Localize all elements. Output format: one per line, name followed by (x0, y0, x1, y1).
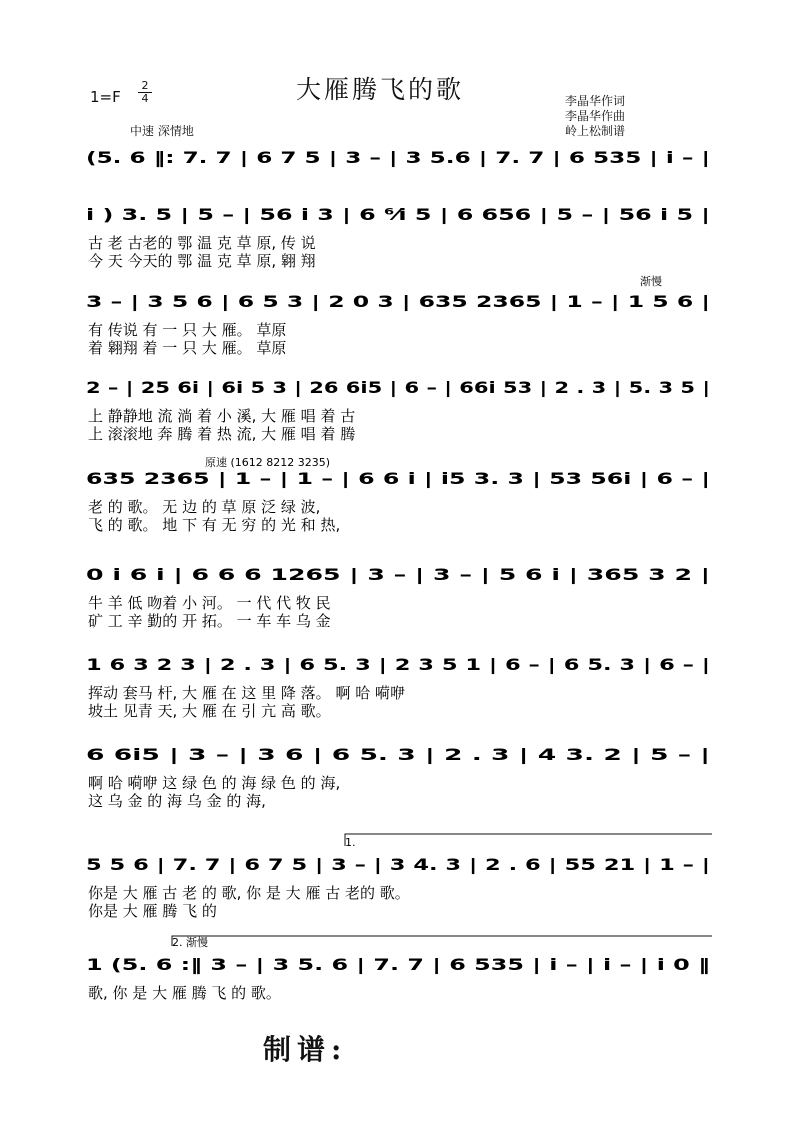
performance-mark-row-3: 渐慢 (640, 275, 662, 288)
lyrics-verse1-row-7: 挥动 套马 杆, 大 雁 在 这 里 降 落。 啊 哈 嗬咿 (88, 684, 405, 702)
volta-bracket-1 (345, 834, 712, 846)
notation-row-7: 1 6 3 2 3 | 2 . 3 | 6 5. 3 | 2 3 5 1 | 6 – | 6 5. 3 | 6 – | (86, 655, 529, 674)
time-signature-bottom: 4 (138, 92, 152, 105)
lyrics-verse1-row-5: 老 的 歌。 无 边 的 草 原 泛 绿 波, (88, 498, 321, 516)
lyrics-verse1-row-10: 歌, 你 是 大 雁 腾 飞 的 歌。 (88, 984, 281, 1002)
transcriber-credit: 岭上松制谱 (565, 124, 626, 138)
notation-row-5: 635 2365 | 1 – | 1 – | 6 6 i | i5 3. 3 | 53 56i | 6 – | (86, 469, 508, 488)
notation-row-4: 2 – | 25 6i | 6i 5 3 | 26 6i5 | 6 – | 66i 53 | 2 . 3 | 5. 3 5 | (86, 378, 562, 397)
composer-credit: 李晶华作曲 (565, 109, 626, 123)
key-signature: 1=F (90, 88, 121, 106)
lyrics-verse2-row-4: 上 滚滚地 奔 腾 着 热 流, 大 雁 唱 着 腾 (88, 425, 356, 443)
song-title: 大雁腾飞的歌 (296, 75, 465, 104)
lyrics-verse1-row-3: 有 传说 有 一 只 大 雁。 草原 (88, 321, 287, 339)
lyrics-verse2-row-2: 今 天 今天的 鄂 温 克 草 原, 翱 翔 (88, 252, 316, 270)
lyrics-verse2-row-8: 这 乌 金 的 海 乌 金 的 海, (88, 792, 266, 810)
tempo-marking: 中速 深情地 (130, 124, 194, 138)
lyrics-verse1-row-4: 上 静静地 流 淌 着 小 溪, 大 雁 唱 着 古 (88, 407, 356, 425)
notation-row-10: 1 (5. 6 :‖ 3 – | 3 5. 6 | 7. 7 | 6 535 | i – | i – | i 0 ‖ (86, 955, 505, 974)
lyrics-verse1-row-2: 古 老 古老的 鄂 温 克 草 原, 传 说 (88, 234, 316, 252)
time-signature-top: 2 (141, 79, 149, 92)
notation-row-6: 0 i 6 i | 6 6 6 1265 | 3 – | 3 – | 5 6 i | 365 3 2 | (86, 565, 483, 584)
volta-bracket-2 (172, 936, 712, 946)
performance-mark-row-10: 2. 渐慢 (172, 936, 208, 949)
notation-row-9: 5 5 6 | 7. 7 | 6 7 5 | 3 – | 3 4. 3 | 2 . 6 | 55 21 | 1 – | (86, 855, 529, 874)
lyrics-verse2-row-3: 着 翱翔 着 一 只 大 雁。 草原 (88, 339, 287, 357)
lyrics-verse1-row-6: 牛 羊 低 吻着 小 河。 一 代 代 牧 民 (88, 594, 331, 612)
lyrics-verse2-row-6: 矿 工 辛 勤的 开 拓。 一 车 车 乌 金 (88, 612, 331, 630)
lyrics-verse2-row-9: 你是 大 雁 腾 飞 的 (88, 902, 217, 920)
performance-mark-row-9: 1. (345, 836, 356, 849)
notation-row-3: 3 – | 3 5 6 | 6 5 3 | 2 0 3 | 635 2365 | 1 – | 1 5 6 | (86, 292, 511, 311)
lyricist-credit: 李晶华作词 (565, 94, 626, 108)
lyrics-verse2-row-5: 飞 的 歌。 地 下 有 无 穷 的 光 和 热, (88, 516, 341, 534)
performance-mark-row-5: 原速 (1612 8212 3235) (205, 456, 331, 469)
notation-row-8: 6 6i5 | 3 – | 3 6 | 6 5. 3 | 2 . 3 | 4 3. 2 | 5 – | (86, 745, 462, 764)
lyrics-verse1-row-9: 你是 大 雁 古 老 的 歌, 你 是 大 雁 古 老的 歌。 (88, 884, 410, 902)
lyrics-verse2-row-7: 坡土 见青 天, 大 雁 在 引 亢 高 歌。 (88, 702, 331, 720)
footer-transcriber-signature: 制谱: (263, 1033, 348, 1066)
notation-row-2: i ) 3. 5 | 5 – | 56 i 3 | 6 ⁶⁄i 5 | 6 656 | 5 – | 56 i 5 | (86, 205, 506, 224)
lyrics-verse1-row-8: 啊 哈 嗬咿 这 绿 色 的 海 绿 色 的 海, (88, 774, 341, 792)
notation-row-1: (5. 6 ‖: 7. 7 | 6 7 5 | 3 – | 3 5.6 | 7. 7 | 6 535 | i – | (86, 148, 518, 167)
